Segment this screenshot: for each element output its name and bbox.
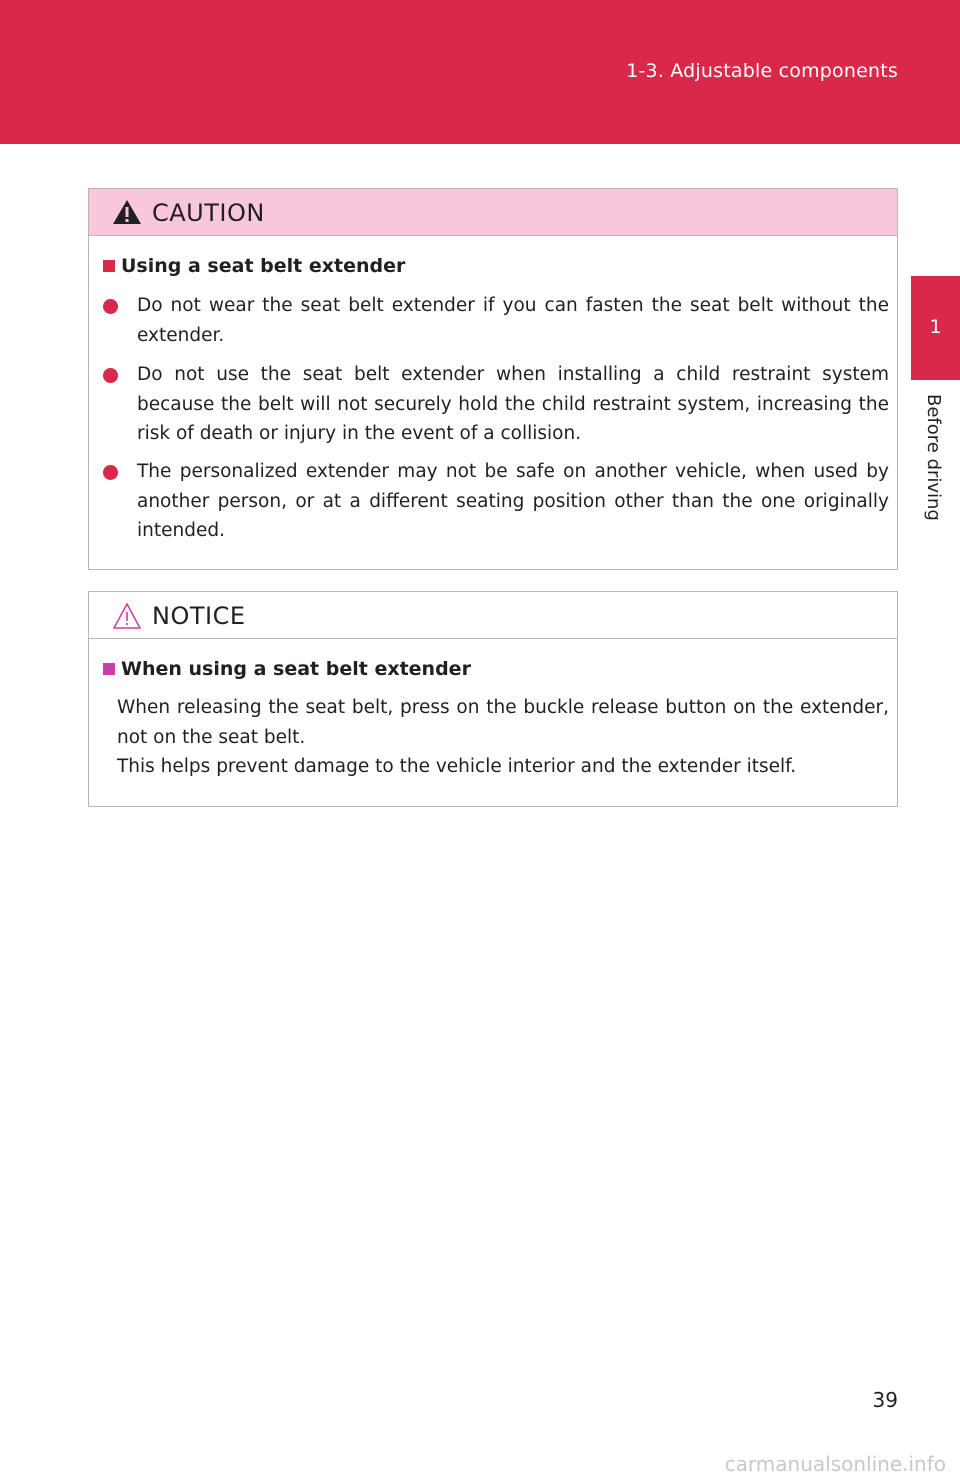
caution-box — [88, 188, 898, 570]
chapter-label — [920, 394, 946, 534]
caution-heading — [103, 255, 405, 277]
notice-paragraph — [117, 693, 889, 782]
chapter-number: 1 — [929, 316, 942, 338]
notice-heading — [103, 658, 471, 680]
caution-bullet — [103, 291, 889, 350]
circle-bullet-icon — [103, 299, 118, 314]
caution-bullet-text: Do not wear the seat belt extender if you can fasten the seat belt without the extender. — [137, 295, 889, 346]
caution-bullet — [103, 457, 889, 546]
square-bullet-icon — [103, 260, 115, 272]
chapter-label-text: Before driving — [923, 394, 944, 521]
caution-bullet — [103, 360, 889, 449]
chapter-tab — [911, 276, 960, 380]
header-band — [0, 0, 960, 144]
circle-bullet-icon — [103, 465, 118, 480]
caution-title: CAUTION — [152, 199, 265, 227]
notice-paragraph-2: This helps prevent damage to the vehicle interior and the extender itself. — [117, 756, 797, 777]
notice-box — [88, 591, 898, 807]
notice-paragraph-1: When releasing the seat belt, press on the buckle release button on the extender, not on the seat belt. — [117, 697, 889, 748]
warning-triangle-icon — [112, 199, 142, 225]
warning-triangle-outline-icon — [112, 602, 142, 630]
caution-header — [89, 189, 897, 236]
notice-heading-text: When using a seat belt extender — [121, 658, 471, 680]
caution-heading-text: Using a seat belt extender — [121, 255, 406, 277]
notice-title: NOTICE — [152, 602, 246, 630]
circle-bullet-icon — [103, 368, 118, 383]
caution-bullet-text: Do not use the seat belt extender when installing a child restraint system because the belt will not securely hold the child restraint system, increasing the risk of death or injury in the event of a collision. — [137, 364, 889, 444]
caution-bullet-text: The personalized extender may not be safe on another vehicle, when used by another person, or at a different seating position other than the one originally intended. — [137, 461, 889, 541]
watermark: carmanualsonline.info — [724, 1452, 946, 1476]
section-title: 1-3. Adjustable components — [626, 60, 898, 82]
square-bullet-icon — [103, 663, 115, 675]
page-number: 39 — [872, 1388, 898, 1412]
notice-header — [89, 592, 897, 639]
